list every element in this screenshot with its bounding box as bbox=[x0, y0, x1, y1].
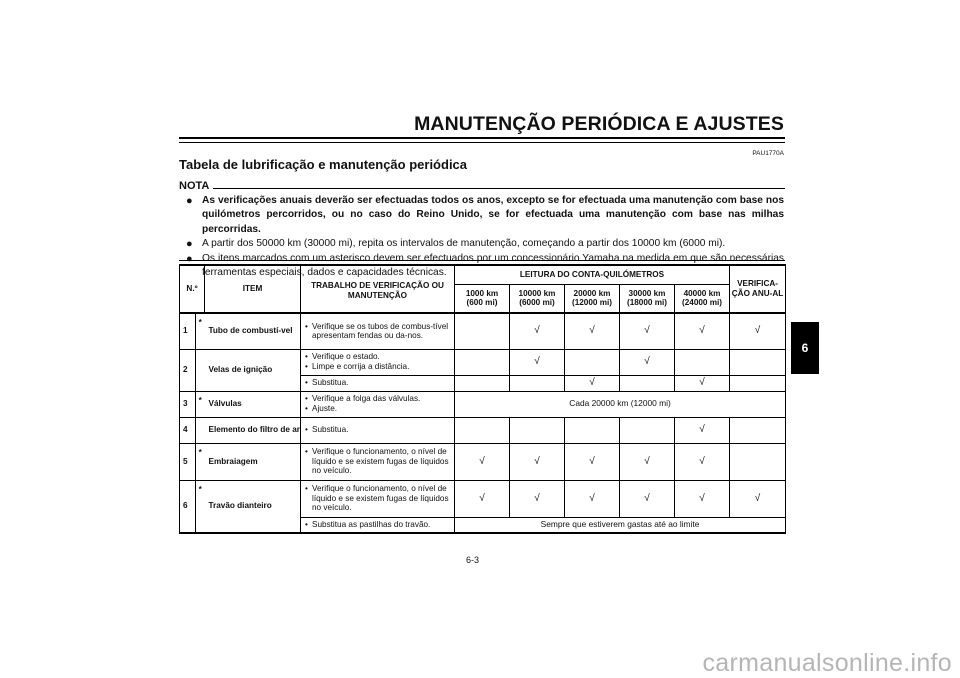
check-mark: √ bbox=[565, 443, 620, 480]
header-rule bbox=[179, 137, 785, 143]
check-cell bbox=[455, 313, 510, 349]
row-item: Elemento do filtro de ar bbox=[205, 417, 301, 443]
check-mark: √ bbox=[675, 443, 730, 480]
bullet-icon: ● bbox=[186, 195, 193, 207]
asterisk-mark: * bbox=[196, 443, 205, 480]
row-number: 4 bbox=[180, 417, 196, 443]
check-mark: √ bbox=[620, 480, 675, 517]
check-mark: √ bbox=[675, 417, 730, 443]
check-mark: √ bbox=[730, 313, 786, 349]
bullet-icon: ● bbox=[186, 252, 193, 265]
header-interval: 1000 km (600 mi) bbox=[455, 284, 510, 313]
row-task: • Verifique se os tubos de combus-tível apresentam fendas ou da-nos. bbox=[301, 313, 455, 349]
table-row bbox=[180, 313, 786, 349]
asterisk-mark: * bbox=[196, 480, 205, 533]
check-mark: √ bbox=[455, 480, 510, 517]
row-item: Embraiagem bbox=[205, 443, 301, 480]
check-mark: √ bbox=[620, 313, 675, 349]
check-cell bbox=[455, 349, 510, 375]
chapter-tab: 6 bbox=[791, 322, 819, 374]
row-task: • Substitua as pastilhas do travão. bbox=[301, 517, 455, 533]
nota-item: ● Os itens marcados com um asterisco devem ser efectuados por um concessionário Yamaha na medida em que são necessárias ferramentas especiais, dados e capacidades técnicas. bbox=[186, 252, 784, 279]
check-cell bbox=[565, 349, 620, 375]
nota-item: ● As verificações anuais deverão ser efectuadas todos os anos, excepto se for efectuada uma manutenção com base nos quilómetros percorridos, ou no caso do Reino Unido, se for efectuada uma manutenção com base nas milhas percorridas. bbox=[186, 195, 784, 235]
nota-label: NOTA bbox=[179, 180, 210, 192]
row-task: • Verifique a folga das válvulas. • Ajuste. bbox=[301, 391, 455, 417]
check-mark: √ bbox=[730, 480, 786, 517]
section-title: Tabela de lubrificação e manutenção periódica bbox=[179, 157, 468, 172]
header-interval: 30000 km (18000 mi) bbox=[620, 284, 675, 313]
row-item: Tubo de combustí-vel bbox=[205, 313, 301, 349]
row-number: 1 bbox=[180, 313, 196, 349]
check-mark: √ bbox=[675, 313, 730, 349]
asterisk-mark bbox=[196, 417, 205, 443]
nota-end-rule bbox=[179, 260, 785, 261]
check-cell bbox=[455, 375, 510, 391]
check-mark: √ bbox=[455, 443, 510, 480]
check-mark: √ bbox=[620, 443, 675, 480]
check-mark: √ bbox=[510, 480, 565, 517]
maintenance-table bbox=[179, 264, 785, 534]
interval-span-text: Sempre que estiverem gastas até ao limite bbox=[455, 517, 786, 533]
nota-rule bbox=[213, 188, 785, 189]
row-number: 6 bbox=[180, 480, 196, 533]
check-mark: √ bbox=[510, 313, 565, 349]
asterisk-mark bbox=[196, 349, 205, 391]
header-interval: 20000 km (12000 mi) bbox=[565, 284, 620, 313]
check-mark: √ bbox=[565, 313, 620, 349]
check-cell bbox=[730, 375, 786, 391]
check-cell bbox=[675, 349, 730, 375]
header-num: N.º bbox=[180, 265, 205, 313]
header-task: TRABALHO DE VERIFICAÇÃO OU MANUTENÇÃO bbox=[301, 265, 455, 313]
check-cell bbox=[510, 375, 565, 391]
asterisk-mark: * bbox=[196, 391, 205, 417]
check-mark: √ bbox=[620, 349, 675, 375]
row-task: • Verifique o funcionamento, o nível de líquido e se existem fugas de líquidos no veículo. bbox=[301, 480, 455, 517]
check-mark: √ bbox=[675, 375, 730, 391]
page-header-title: MANUTENÇÃO PERIÓDICA E AJUSTES bbox=[414, 113, 784, 135]
table-row bbox=[180, 391, 786, 417]
table-row bbox=[180, 417, 786, 443]
check-mark: √ bbox=[510, 349, 565, 375]
check-mark: √ bbox=[565, 375, 620, 391]
row-task: • Verifique o estado. • Limpe e corrija a distância. bbox=[301, 349, 455, 375]
header-annual: VERIFICA-ÇÃO ANU-AL bbox=[730, 265, 786, 313]
row-number: 3 bbox=[180, 391, 196, 417]
row-item: Velas de ignição bbox=[205, 349, 301, 391]
asterisk-mark: * bbox=[196, 313, 205, 349]
header-odometer: LEITURA DO CONTA-QUILÓMETROS bbox=[455, 265, 730, 284]
row-task: • Substitua. bbox=[301, 417, 455, 443]
check-cell bbox=[620, 417, 675, 443]
check-mark: √ bbox=[510, 443, 565, 480]
check-cell bbox=[730, 443, 786, 480]
table-row bbox=[180, 349, 786, 375]
check-cell bbox=[620, 375, 675, 391]
row-item: Travão dianteiro bbox=[205, 480, 301, 533]
watermark: carmanualsonline.info bbox=[702, 649, 952, 677]
header-interval: 10000 km (6000 mi) bbox=[510, 284, 565, 313]
check-mark: √ bbox=[675, 480, 730, 517]
document-code: PAU1770A bbox=[752, 150, 784, 157]
header-item: ITEM bbox=[205, 265, 301, 313]
row-number: 5 bbox=[180, 443, 196, 480]
row-number: 2 bbox=[180, 349, 196, 391]
interval-span-text: Cada 20000 km (12000 mi) bbox=[455, 391, 786, 417]
row-task: • Verifique o funcionamento, o nível de líquido e se existem fugas de líquidos no veículo. bbox=[301, 443, 455, 480]
header-interval: 40000 km (24000 mi) bbox=[675, 284, 730, 313]
check-cell bbox=[565, 417, 620, 443]
bullet-icon: ● bbox=[186, 238, 193, 251]
table-row bbox=[180, 443, 786, 480]
check-cell bbox=[730, 417, 786, 443]
check-cell bbox=[455, 417, 510, 443]
page-number: 6-3 bbox=[466, 555, 480, 565]
table-row bbox=[180, 480, 786, 517]
check-cell bbox=[730, 349, 786, 375]
check-mark: √ bbox=[565, 480, 620, 517]
nota-item: ● A partir dos 50000 km (30000 mi), repita os intervalos de manutenção, começando a partir dos 10000 km (6000 mi). bbox=[186, 238, 726, 251]
row-task: • Substitua. bbox=[301, 375, 455, 391]
check-cell bbox=[510, 417, 565, 443]
row-item: Válvulas bbox=[205, 391, 301, 417]
